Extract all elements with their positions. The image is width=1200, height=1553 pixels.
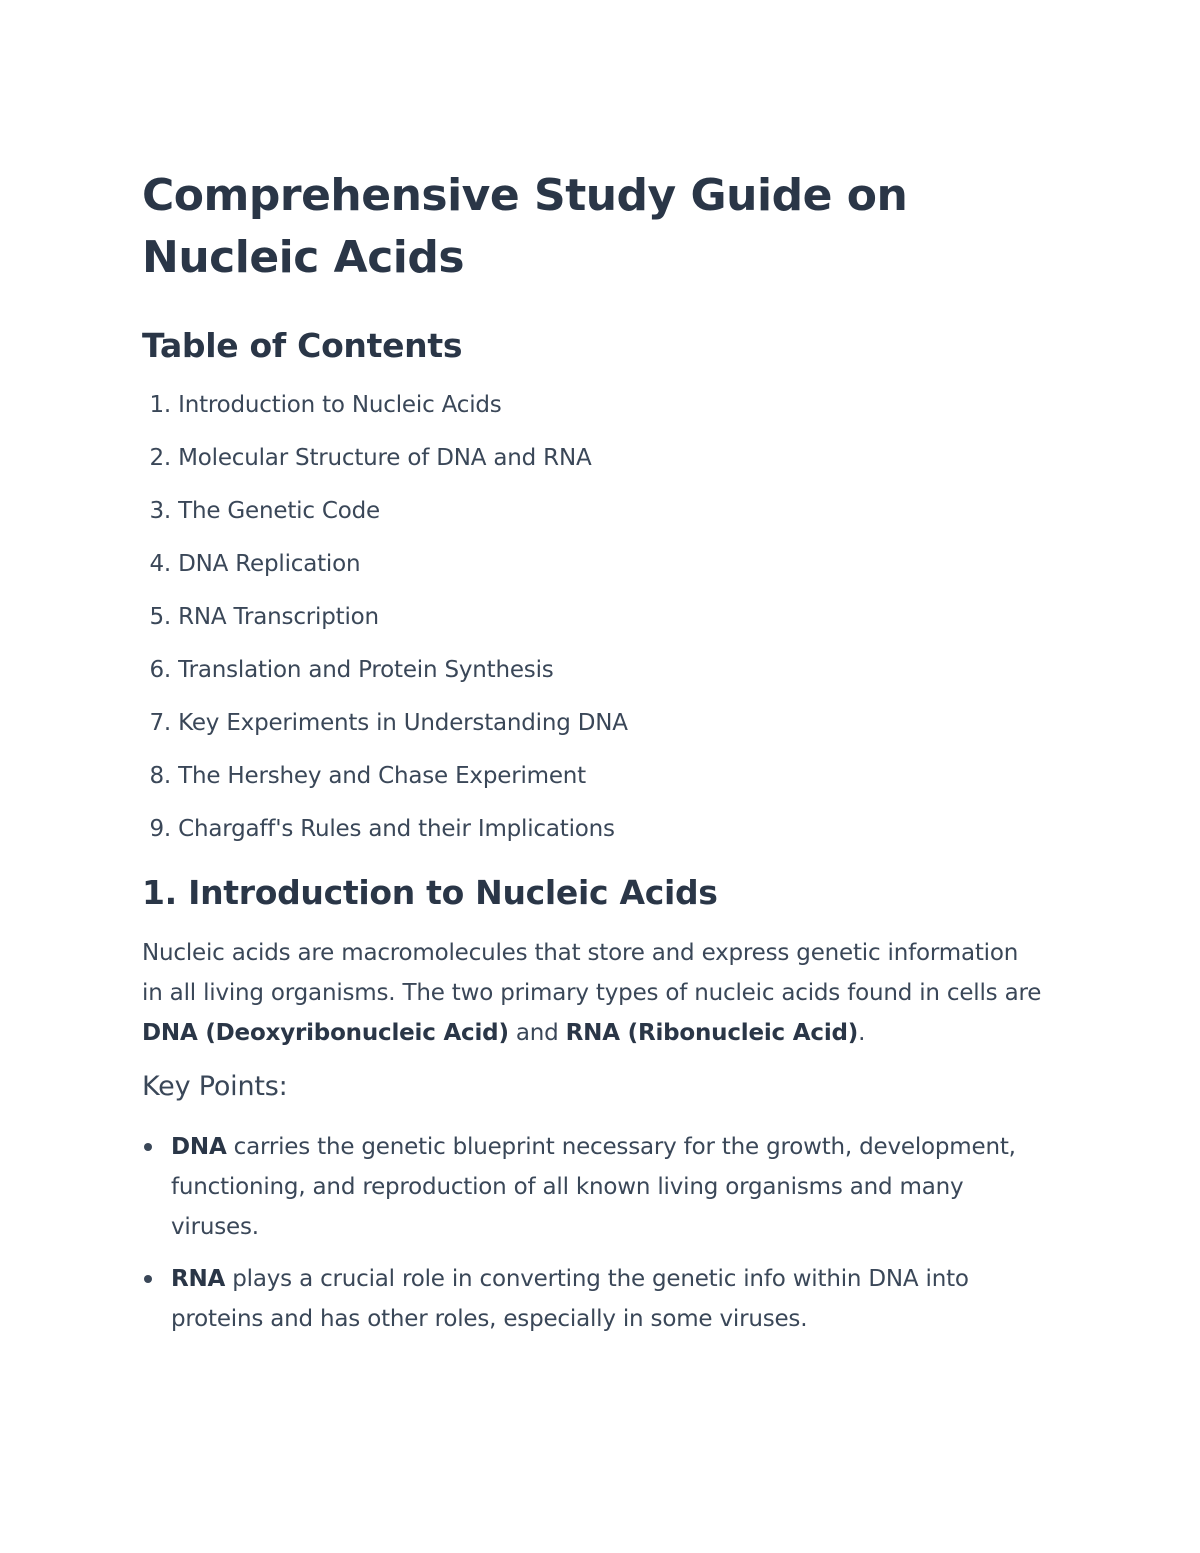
key-point-term: RNA <box>171 1266 226 1292</box>
bullet-icon <box>144 1143 152 1151</box>
key-point-text: carries the genetic blueprint necessary for the growth, development, functioning, and reproduction of all known living organisms and many viruses. <box>171 1134 1016 1240</box>
toc-item-label: Molecular Structure of DNA and RNA <box>178 445 592 471</box>
toc-list <box>142 390 1072 867</box>
toc-item-label: The Genetic Code <box>178 498 380 524</box>
key-points-list <box>142 1127 1072 1339</box>
key-point-text: plays a crucial role in converting the genetic info within DNA into proteins and has other roles, especially in some viruses. <box>171 1266 969 1332</box>
intro-text-end: . <box>858 1020 866 1046</box>
key-point-item <box>142 1259 1031 1339</box>
toc-item-number: 3. <box>149 498 171 524</box>
toc-item-number: 8. <box>149 763 171 789</box>
intro-bold-dna: DNA (Deoxyribonucleic Acid) <box>142 1020 509 1046</box>
toc-item[interactable] <box>142 708 1072 761</box>
intro-text-and: and <box>508 1020 566 1046</box>
key-points-heading: Key Points: <box>142 1071 288 1102</box>
toc-item-number: 2. <box>149 445 171 471</box>
section-heading: 1. Introduction to Nucleic Acids <box>142 873 718 912</box>
toc-item-number: 4. <box>149 551 171 577</box>
intro-text: Nucleic acids are macromolecules that store and express genetic information in all living organisms. The two primary types of nucleic acids found in cells are <box>142 940 1042 1006</box>
intro-paragraph <box>142 933 1042 1053</box>
toc-item-label: Translation and Protein Synthesis <box>178 657 554 683</box>
toc-item[interactable] <box>142 549 1072 602</box>
key-point-item <box>142 1127 1031 1247</box>
toc-item[interactable] <box>142 655 1072 708</box>
intro-bold-rna: RNA (Ribonucleic Acid) <box>565 1020 859 1046</box>
toc-item-number: 9. <box>149 816 171 842</box>
toc-item-number: 7. <box>149 710 171 736</box>
toc-item-number: 6. <box>149 657 171 683</box>
toc-item-label: RNA Transcription <box>178 604 379 630</box>
toc-item[interactable] <box>142 443 1072 496</box>
toc-item[interactable] <box>142 602 1072 655</box>
toc-item[interactable] <box>142 814 1072 867</box>
toc-item-label: Introduction to Nucleic Acids <box>178 392 502 418</box>
document-content <box>142 165 1072 1351</box>
toc-item[interactable] <box>142 390 1072 443</box>
toc-item-number: 1. <box>149 392 171 418</box>
toc-item-label: Chargaff's Rules and their Implications <box>178 816 615 842</box>
toc-item-label: Key Experiments in Understanding DNA <box>178 710 628 736</box>
key-point-term: DNA <box>171 1134 227 1160</box>
toc-item-label: The Hershey and Chase Experiment <box>178 763 586 789</box>
bullet-icon <box>144 1275 152 1283</box>
toc-item[interactable] <box>142 761 1072 814</box>
document-title: Comprehensive Study Guide on Nucleic Acids <box>142 170 908 283</box>
toc-item-number: 5. <box>149 604 171 630</box>
toc-heading: Table of Contents <box>142 326 463 365</box>
toc-item-label: DNA Replication <box>178 551 361 577</box>
toc-item[interactable] <box>142 496 1072 549</box>
